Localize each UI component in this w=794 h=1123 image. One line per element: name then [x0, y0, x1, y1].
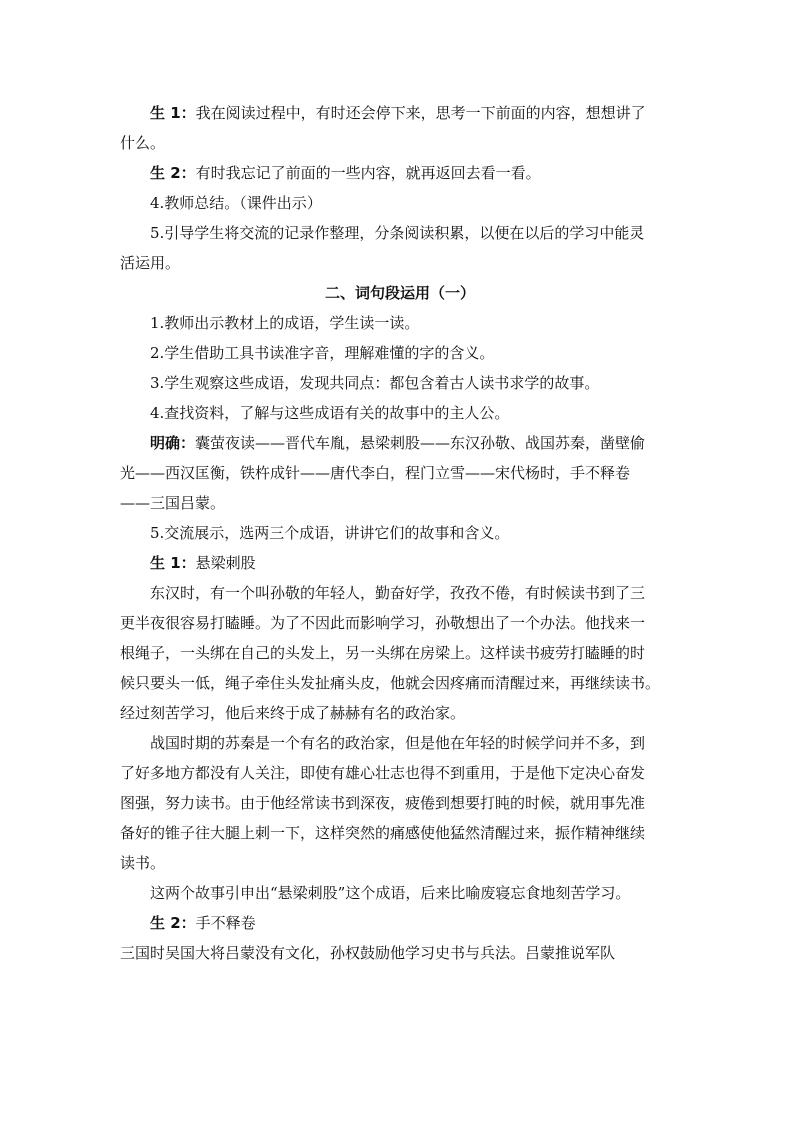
paragraph-line: 更半夜很容易打瞌睡。为了不因此而影响学习，孙敬想出了一个办法。他找来一	[120, 614, 646, 632]
item-5-line-2: 活运用。	[120, 254, 181, 272]
story-2-header	[120, 908, 680, 938]
section-title: 二、词句段运用（一）	[324, 284, 475, 302]
dialogue-2	[120, 158, 680, 188]
dialogue-text: 有时我忘记了前面的一些内容，就再返回去看一看。	[195, 164, 541, 182]
speaker-label: 生 1：	[150, 104, 196, 122]
step-2: 2.学生借助工具书读准字音，理解难懂的字的含义。	[150, 344, 495, 362]
paragraph-line: 战国时期的苏秦是一个有名的政治家，但是他在年轻的时候学问并不多，到	[150, 734, 646, 752]
item-5-line-1: 5.引导学生将交流的记录作整理，分条阅读积累，以便在以后的学习中能灵	[150, 224, 645, 242]
speaker-label: 生 2：	[150, 914, 196, 932]
speaker-label: 生 1：	[150, 554, 196, 572]
idiom-title: 手不释卷	[195, 914, 256, 932]
clarify-line-2: 光——西汉匡衡，铁杵成针——唐代李白，程门立雪——宋代杨时，手不释卷	[120, 464, 631, 482]
story-1-header	[120, 548, 680, 578]
paragraph-line: 图强，努力读书。由于他经常读书到深夜，疲倦到想要打盹的时候，就用事先准	[120, 794, 646, 812]
paragraph-line: 这两个故事引申出“悬梁刺股”这个成语，后来比喻废寝忘食地刻苦学习。	[150, 884, 631, 902]
step-5: 5.交流展示，选两三个成语，讲讲它们的故事和含义。	[150, 524, 510, 542]
dialogue-1-line-1	[120, 98, 680, 128]
step-1: 1.教师出示教材上的成语，学生读一读。	[150, 314, 420, 332]
dialogue-1-line-2: 什么。	[120, 134, 166, 152]
paragraph-line: 备好的锥子往大腿上刺一下，这样突然的痛感使他猛然清醒过来，振作精神继续	[120, 824, 646, 842]
step-3: 3.学生观察这些成语，发现共同点：都包含着古人读书求学的故事。	[150, 374, 600, 392]
paragraph-line: 读书。	[120, 854, 166, 872]
paragraph-line: 了好多地方都没有人关注，即使有雄心壮志也得不到重用，于是他下定决心奋发	[120, 764, 646, 782]
item-4-summary: 4.教师总结。（课件出示）	[150, 194, 322, 212]
clarify-label: 明确：	[150, 434, 196, 452]
clarify-line-1	[120, 428, 680, 458]
clarify-line-3: ——三国吕蒙。	[120, 494, 226, 512]
paragraph-line: 三国时吴国大将吕蒙没有文化，孙权鼓励他学习史书与兵法。吕蒙推说军队	[120, 944, 616, 962]
idiom-title: 悬梁刺股	[195, 554, 256, 572]
clarify-text: 囊萤夜读——晋代车胤，悬梁刺股——东汉孙敬、战国苏秦，凿壁偷	[195, 434, 646, 452]
paragraph-line: 东汉时，有一个叫孙敬的年轻人，勤奋好学，孜孜不倦，有时候读书到了三	[150, 584, 646, 602]
paragraph-line: 根绳子，一头绑在自己的头发上，另一头绑在房梁上。这样读书疲劳打瞌睡的时	[120, 644, 646, 662]
speaker-label: 生 2：	[150, 164, 196, 182]
paragraph-line: 候只要头一低，绳子牵住头发扯痛头皮，他就会因疼痛而清醒过来，再继续读书。	[120, 674, 661, 692]
step-4: 4.查找资料，了解与这些成语有关的故事中的主人公。	[150, 404, 510, 422]
paragraph-line: 经过刻苦学习，他后来终于成了赫赫有名的政治家。	[120, 704, 466, 722]
document-body	[120, 98, 680, 968]
dialogue-text: 我在阅读过程中，有时还会停下来，思考一下前面的内容，想想讲了	[195, 104, 646, 122]
